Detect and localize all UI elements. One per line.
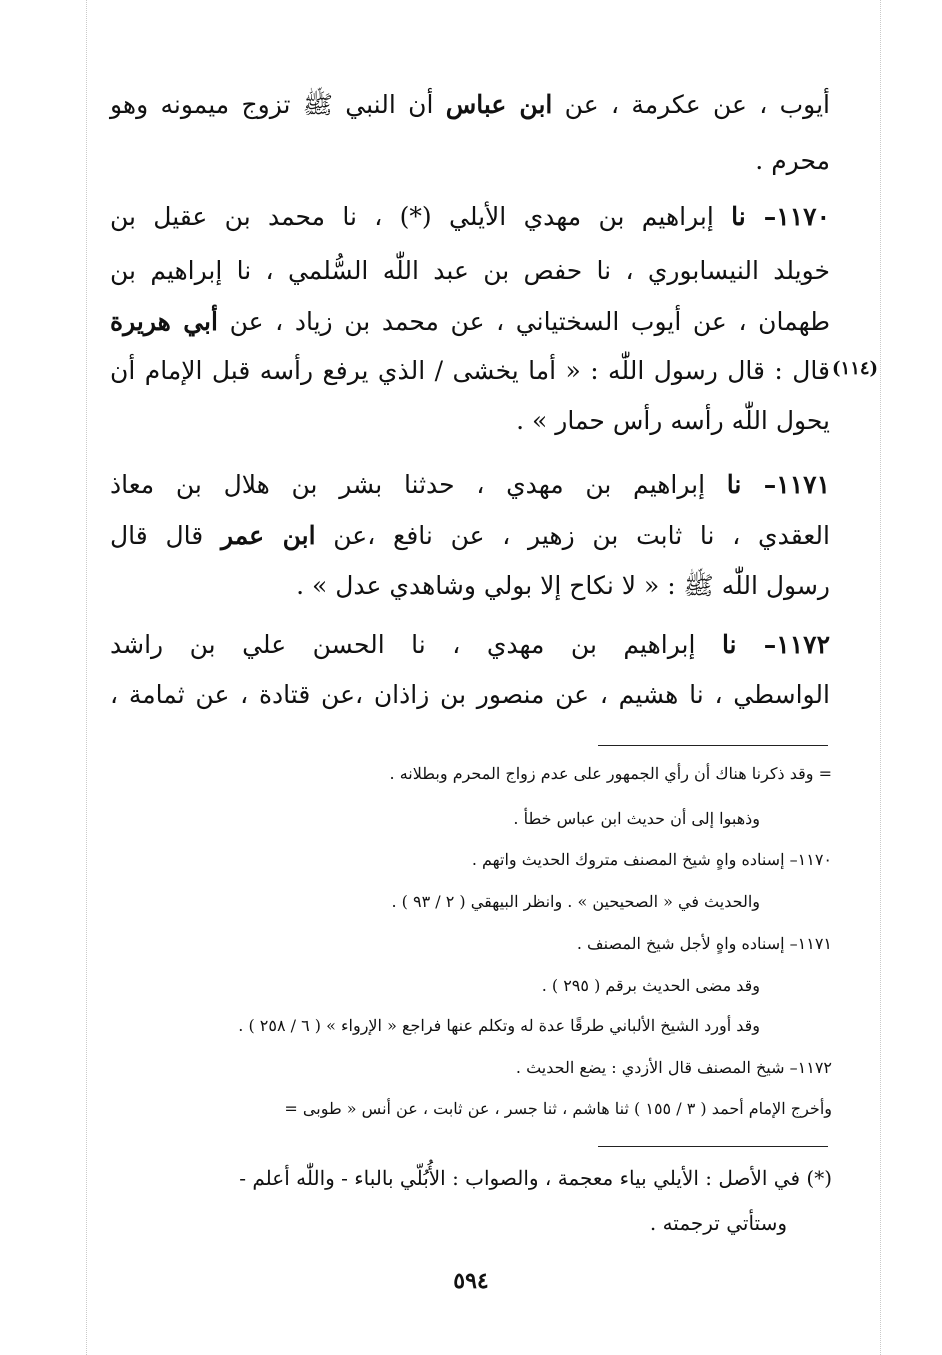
main-text-line: طهمان ، عن أيوب السختياني ، عن محمد بن زياد ، عن أبي هريرة xyxy=(110,307,830,336)
editor-note-line: (*) في الأصل : الأيلي بياء معجمة ، والصواب : الأُبُلّي بالباء - واللّٰه أعلم - xyxy=(239,1166,832,1190)
scan-edge-left xyxy=(86,0,87,1355)
hadith-1172-line: ١١٧٢– نا إبراهيم بن مهدي ، نا الحسن علي بن راشد xyxy=(110,630,830,659)
hadith-1170-line: ١١٧٠– نا إبراهيم بن مهدي الأيلي (*) ، نا محمد بن عقيل بن xyxy=(110,202,830,231)
footnote-line: ١١٧١– إسناده واهٍ لأجل شيخ المصنف . xyxy=(576,934,832,953)
main-text-line: رسول اللّٰه ﷺ : « لا نكاح إلا بولي وشاهدي عدل » . xyxy=(296,571,830,600)
footnote-line: وقد أورد الشيخ الألباني طرقًا عدة له وتكلم عنها فراجع « الإرواء » ( ٦ / ٢٥٨ ) . xyxy=(238,1016,760,1035)
footnote-line: ١١٧٠– إسناده واهٍ شيخ المصنف متروك الحديث واتهم . xyxy=(471,850,832,869)
scan-edge-right xyxy=(880,0,881,1355)
editor-note-line: وستأتي ترجمته . xyxy=(649,1211,787,1235)
footnote-line: وذهبوا إلى أن حديث ابن عباس خطأ . xyxy=(513,809,760,828)
editor-note-separator xyxy=(598,1146,828,1147)
footnote-line: ١١٧٢– شيخ المصنف قال الأزدي : يضع الحديث . xyxy=(515,1058,832,1077)
footnote-line: وأخرج الإمام أحمد ( ٣ / ١٥٥ ) ثنا هاشم ، ثنا جسر ، عن ثابت ، عن أنس « طوبى = xyxy=(284,1099,832,1118)
main-text-line: العقدي ، نا ثابت بن زهير ، عن نافع ،عن ابن عمر قال قال xyxy=(110,521,830,550)
footnote-line: وقد مضى الحديث برقم ( ٢٩٥ ) . xyxy=(541,976,760,995)
footnote-line: والحديث في « الصحيحين » . وانظر البيهقي ( ٢ / ٩٣ ) . xyxy=(391,892,760,911)
footnote-line: = وقد ذكرنا هناك أن رأي الجمهور على عدم زواج المحرم وبطلانه . xyxy=(389,764,832,783)
main-text-line: قال : قال رسول اللّٰه : « أما يخشى / الذي يرفع رأسه قبل الإمام أن xyxy=(110,356,830,385)
hadith-1171-line: ١١٧١– نا إبراهيم بن مهدي ، حدثنا بشر بن هلال بن معاذ xyxy=(110,470,830,499)
margin-reference: (١١٤) xyxy=(832,358,879,379)
footnote-separator xyxy=(598,745,828,746)
main-text-line: خويلد النيسابوري ، نا حفص بن عبد اللّٰه السُّلمي ، نا إبراهيم بن xyxy=(110,256,830,285)
page-number: ٥٩٤ xyxy=(453,1268,489,1294)
main-text-line: يحول اللّٰه رأسه رأس حمار » . xyxy=(516,406,830,435)
main-text-line: محرم . xyxy=(755,146,830,175)
main-text-line: الواسطي ، نا هشيم ، عن منصور بن زاذان ،عن قتادة ، عن ثمامة ، xyxy=(110,680,830,709)
main-text-line: أيوب ، عن عكرمة ، عن ابن عباس أن النبي ﷺ تزوج ميمونه وهو xyxy=(110,90,830,119)
